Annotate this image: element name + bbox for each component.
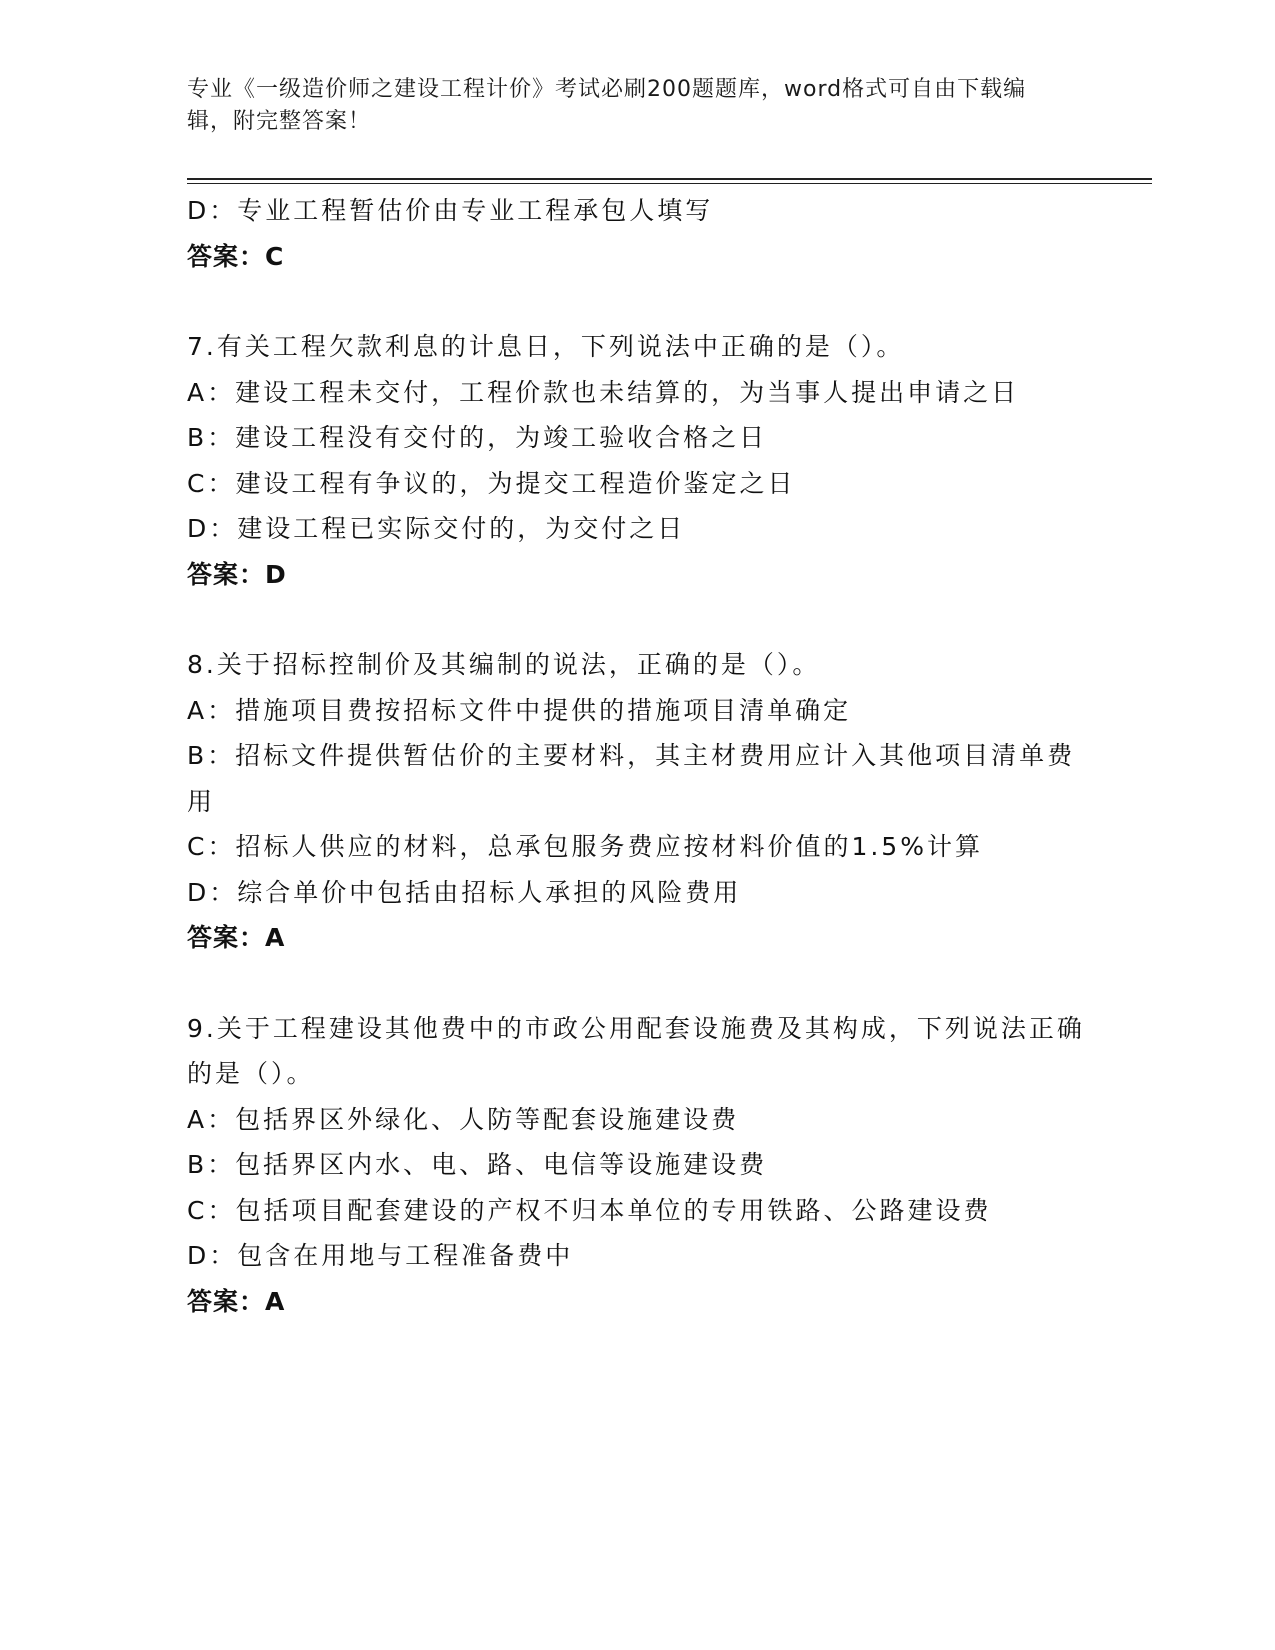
option-c: C：包括项目配套建设的产权不归本单位的专用铁路、公路建设费 xyxy=(187,1195,992,1225)
option-a: A：包括界区外绿化、人防等配套设施建设费 xyxy=(187,1104,740,1134)
option-d: D：专业工程暂估价由专业工程承包人填写 xyxy=(187,196,714,225)
page-header: 专业《一级造价师之建设工程计价》考试必刷200题题库，word格式可自由下载编辑，附完整答案！ xyxy=(187,77,1027,134)
spacer xyxy=(187,597,1087,642)
header-divider xyxy=(187,178,1152,180)
option-b: B：建设工程没有交付的，为竣工验收合格之日 xyxy=(187,423,768,452)
option-a: A：建设工程未交付，工程价款也未结算的，为当事人提出申请之日 xyxy=(187,377,1020,407)
option-d: D：综合单价中包括由招标人承担的风险费用 xyxy=(187,877,742,907)
answer: 答案：A xyxy=(187,923,286,952)
option-d: D：包含在用地与工程准备费中 xyxy=(187,1241,574,1270)
spacer xyxy=(187,961,1087,1006)
answer: 答案：A xyxy=(187,1286,286,1316)
header-divider-thin xyxy=(187,183,1152,184)
answer: 答案：C xyxy=(187,241,285,271)
question-stem: 7.有关工程欠款利息的计息日，下列说法中正确的是（）。 xyxy=(187,332,905,361)
option-b: B：包括界区内水、电、路、电信等设施建设费 xyxy=(187,1150,768,1179)
question-9 xyxy=(187,1006,1087,1325)
question-7 xyxy=(187,324,1087,597)
option-c: C：招标人供应的材料，总承包服务费应按材料价值的1.5%计算 xyxy=(187,832,983,861)
option-d: D：建设工程已实际交付的，为交付之日 xyxy=(187,514,686,543)
question-8 xyxy=(187,642,1087,961)
option-b: B：招标文件提供暂估价的主要材料，其主材费用应计入其他项目清单费用 xyxy=(187,741,1076,816)
question-stem: 8.关于招标控制价及其编制的说法，正确的是（）。 xyxy=(187,650,821,679)
previous-question-tail xyxy=(187,188,1087,279)
option-a: A：措施项目费按招标文件中提供的措施项目清单确定 xyxy=(187,695,852,725)
answer: 答案：D xyxy=(187,559,287,589)
question-content xyxy=(187,188,1087,1324)
option-c: C：建设工程有争议的，为提交工程造价鉴定之日 xyxy=(187,468,796,498)
spacer xyxy=(187,279,1087,324)
question-stem: 9.关于工程建设其他费中的市政公用配套设施费及其构成，下列说法正确的是（）。 xyxy=(187,1013,1085,1088)
